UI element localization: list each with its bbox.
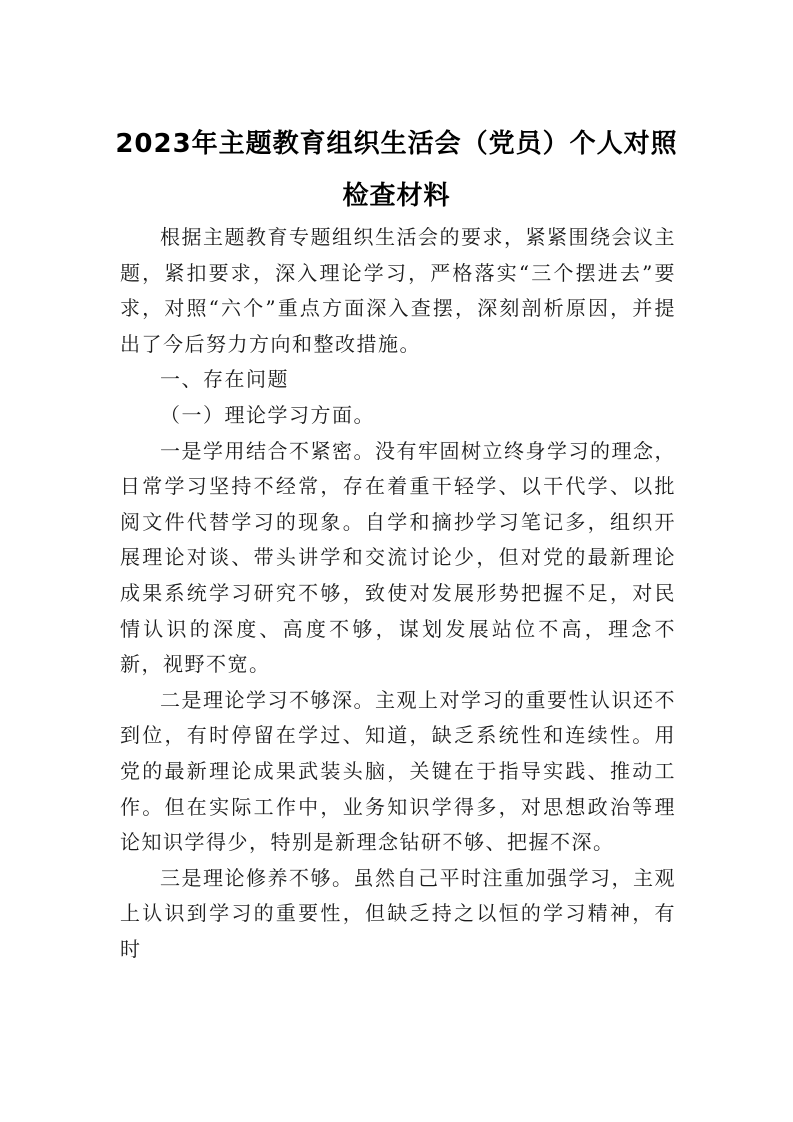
body-paragraph: 二是理论学习不够深。主观上对学习的重要性认识还不到位，有时停留在学过、知道，缺乏系统性和连续性。用党的最新理论成果武装头脑，关键在于指导实践、推动工作。但在实际工作中，业务知识学得多，对思想政治等理论知识学得少，特别是新理念钻研不够、把握不深。 [120,687,676,855]
document-body [120,220,676,967]
body-paragraph: 一是学用结合不紧密。没有牢固树立终身学习的理念，日常学习坚持不经常，存在着重干轻学、以干代学、以批阅文件代替学习的现象。自学和摘抄学习笔记多，组织开展理论对谈、带头讲学和交流讨论少，但对党的最新理论成果系统学习研究不够，致使对发展形势把握不足，对民情认识的深度、高度不够，谋划发展站位不高，理念不新，视野不宽。 [120,438,676,677]
subsection-heading: （一）理论学习方面。 [160,402,375,427]
document-title: 2023年主题教育组织生活会（党员）个人对照检查材料 [115,129,678,211]
section-heading: 一、存在问题 [160,367,289,392]
intro-paragraph: 根据主题教育专题组织生活会的要求，紧紧围绕会议主题，紧扣要求，深入理论学习，严格落实“三个摆进去”要求，对照“六个”重点方面深入查摆，深刻剖析原因，并提出了今后努力方向和整改措施。 [120,225,676,356]
body-paragraph: 三是理论修养不够。虽然自己平时注重加强学习，主观上认识到学习的重要性，但缺乏持之以恒的学习精神，有时 [120,865,676,961]
